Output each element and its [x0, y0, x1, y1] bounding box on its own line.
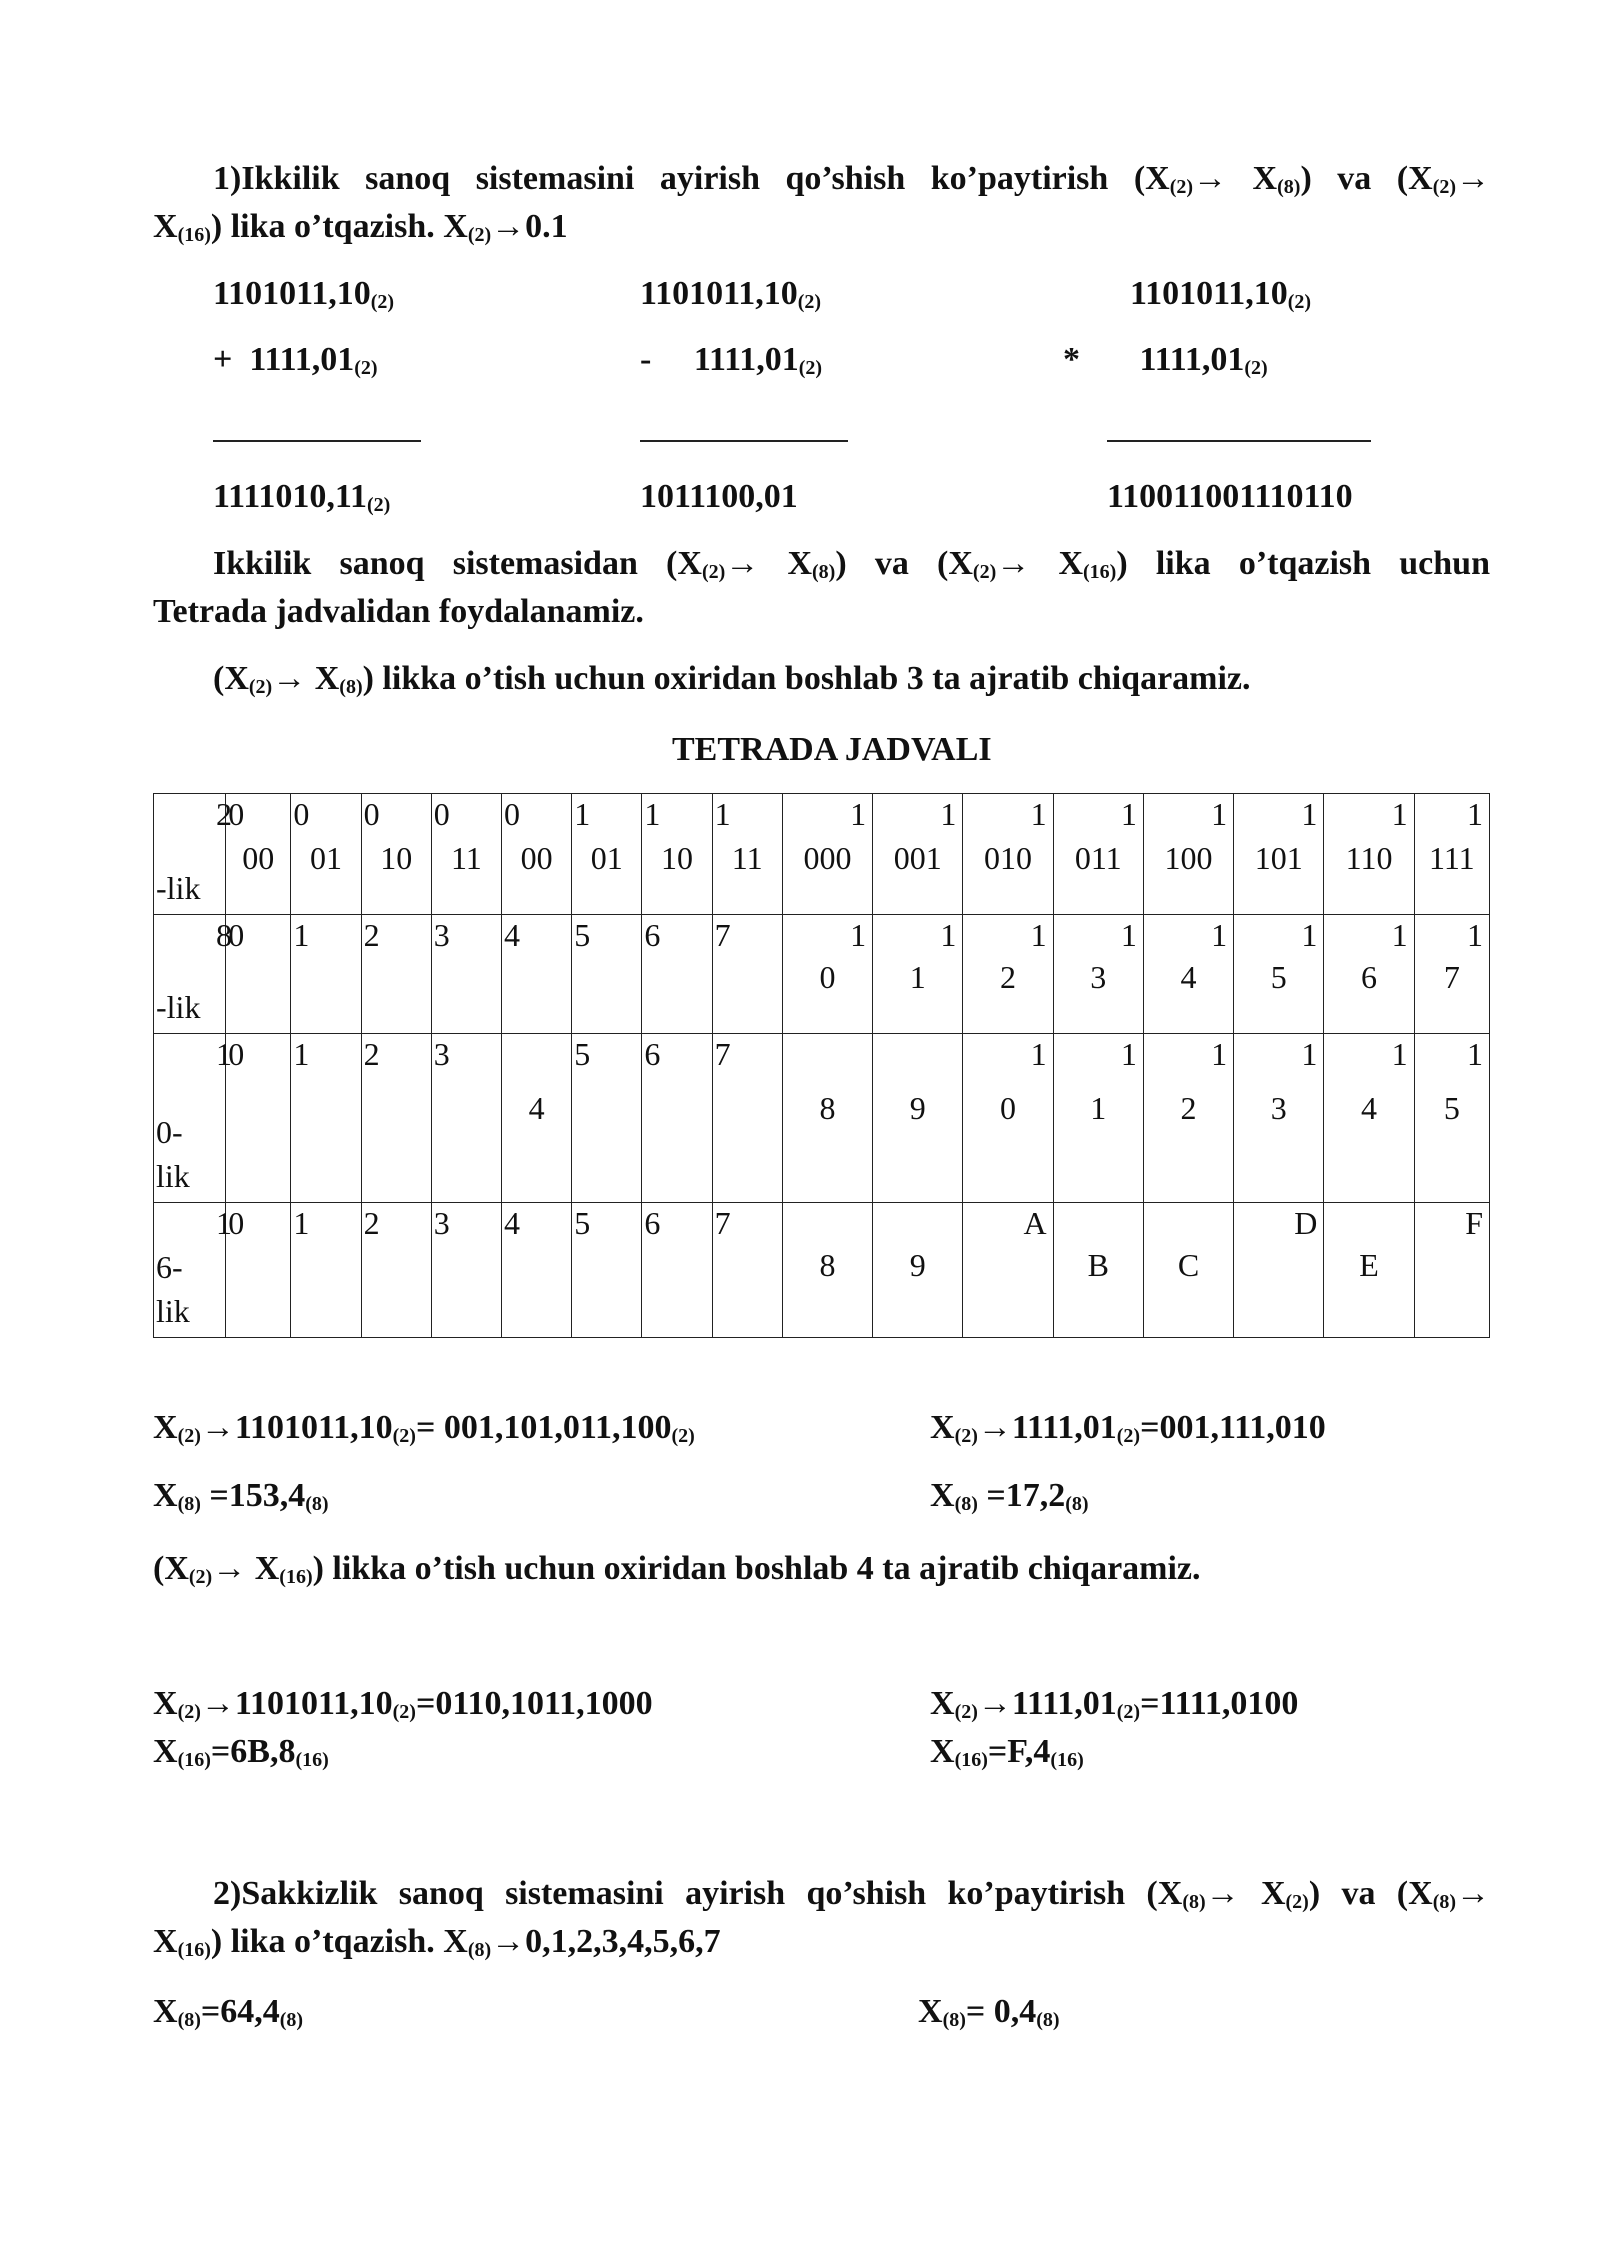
- table-cell: [1053, 1203, 1143, 1338]
- op3-b: * $1111,01_{(2)}$: [1063, 341, 1268, 379]
- table-cell: [712, 1034, 782, 1203]
- cell-bottom: 101: [1254, 840, 1303, 876]
- table-cell: [572, 794, 642, 915]
- cell-top: 1: [1391, 796, 1408, 832]
- table-cell: [1414, 1203, 1489, 1338]
- section1-heading-line2: $X_{(16)}$) lika o’tqazish. $X_{(2)}\to 0.1$: [153, 208, 568, 246]
- cell-bottom: 4: [528, 1090, 545, 1126]
- op2-b: - $1111,01_{(2)}$: [640, 341, 823, 379]
- cell-bottom: 01: [590, 840, 623, 876]
- cell-top: 2: [363, 1205, 380, 1241]
- cell-top: 0: [228, 917, 245, 953]
- row-header-top: 1: [216, 1205, 232, 1241]
- table-cell: [431, 915, 501, 1034]
- cell-bottom: 9: [909, 1247, 926, 1283]
- table-cell: [1053, 794, 1143, 915]
- cell-bottom: 01: [309, 840, 342, 876]
- table-cell: [431, 1034, 501, 1203]
- conv-hex-left-2: $X_{(16)}=6B,8_{(16)}$: [153, 1733, 329, 1771]
- table-cell: [502, 794, 572, 915]
- cell-top: 3: [433, 1036, 450, 1072]
- cell-bottom: 0: [999, 1090, 1016, 1126]
- cell-top: 1: [1120, 917, 1137, 953]
- cell-top: 1: [850, 796, 867, 832]
- cell-bottom: C: [1177, 1247, 1200, 1283]
- cell-top: 1: [1467, 796, 1483, 832]
- table-cell: [963, 1203, 1053, 1338]
- row-header: [154, 1203, 232, 1338]
- cell-bottom: 110: [1345, 840, 1393, 876]
- cell-bottom: 11: [731, 840, 763, 876]
- section2-heading-line2: $X_{(16)}$) lika o’tqazish. $X_{(8)}\to 0,1,2,3,4,5,6,7$: [153, 1923, 721, 1961]
- table-row: [154, 794, 1490, 915]
- table-cell: [1234, 1034, 1324, 1203]
- table-cell: [642, 915, 712, 1034]
- table-cell: [1414, 915, 1489, 1034]
- table-cell: [1053, 1034, 1143, 1203]
- hex-split-note: $(X_{(2)}\to X_{(16)})$ likka o’tish uchun oxiridan boshlab 4 ta ajratib chiqaramiz.: [153, 1550, 1201, 1588]
- conv-hex-right-1: $X_{(2)}\to 1111,01_{(2)}=1111,0100$: [930, 1685, 1299, 1723]
- cell-top: 0: [293, 796, 310, 832]
- cell-bottom: 001: [893, 840, 942, 876]
- cell-bottom: 0: [819, 959, 836, 995]
- section1-heading-line1: 1)Ikkilik sanoq sistemasini ayirish qo’shish ko’paytirish $(X_{(2)}\to X_{(8)})$ va ($X_{(2)}\to$: [213, 160, 1491, 198]
- table-cell: [361, 794, 431, 915]
- table-cell: [642, 1034, 712, 1203]
- cell-bottom: 4: [1361, 1090, 1378, 1126]
- cell-top: 1: [940, 796, 957, 832]
- table-cell: [963, 1034, 1053, 1203]
- cell-top: 4: [504, 917, 520, 953]
- cell-top: 3: [433, 917, 450, 953]
- conv-hex-left-1: $X_{(2)}\to 1101011,10_{(2)}=0110,1011,1000$: [153, 1685, 653, 1723]
- table-cell: [1143, 915, 1233, 1034]
- table-cell: [291, 794, 361, 915]
- op2-rule: [640, 440, 848, 442]
- cell-top: 5: [574, 1036, 591, 1072]
- table-cell: [361, 915, 431, 1034]
- table-cell: [1143, 1203, 1233, 1338]
- table-cell: [1324, 1203, 1414, 1338]
- table-row: [154, 1203, 1490, 1338]
- table-cell: [873, 1203, 963, 1338]
- op3-a: $1101011,10_{(2)}$: [1130, 275, 1312, 313]
- op3-result: 110011001110110: [1107, 478, 1353, 515]
- cell-top: 2: [363, 917, 380, 953]
- row-header-top: 2: [216, 796, 232, 832]
- conv-oct-right-1: $X_{(2)}\to 1111,01_{(2)}=001,111,010$: [930, 1409, 1326, 1447]
- table-cell: [226, 1203, 291, 1338]
- cell-top: 1: [1030, 917, 1047, 953]
- cell-bottom: E: [1359, 1247, 1379, 1283]
- section2-right-value: $X_{(8)}= 0,4_{(8)}$: [918, 1993, 1060, 2031]
- table-cell: [291, 1203, 361, 1338]
- table-title: TETRADA JADVALI: [672, 731, 992, 768]
- table-cell: [782, 794, 872, 915]
- cell-top: 0: [433, 796, 450, 832]
- table-cell: [572, 1034, 642, 1203]
- table-cell: [361, 1203, 431, 1338]
- op1-a: $1101011,10_{(2)}$: [213, 275, 395, 313]
- cell-top: 1: [1467, 917, 1483, 953]
- cell-top: 5: [574, 1205, 591, 1241]
- op3-rule: [1107, 440, 1371, 442]
- op1-result: $1111010,11_{(2)}$: [213, 478, 391, 516]
- table-cell: [502, 1203, 572, 1338]
- table-cell: [226, 1034, 291, 1203]
- row-header-label: 0- lik: [156, 1114, 190, 1194]
- op1-rule: [213, 440, 421, 442]
- table-cell: [431, 794, 501, 915]
- cell-bottom: 6: [1361, 959, 1378, 995]
- cell-top: 1: [1391, 917, 1408, 953]
- table-cell: [431, 1203, 501, 1338]
- tetrada-table: [153, 793, 1490, 1338]
- table-cell: [502, 1034, 572, 1203]
- tetrada-intro-line2: Tetrada jadvalidan foydalanamiz.: [153, 593, 644, 630]
- cell-top: 1: [850, 917, 867, 953]
- cell-top: 0: [228, 1205, 245, 1241]
- table-cell: [1234, 1203, 1324, 1338]
- table-cell: [782, 1203, 872, 1338]
- section2-heading-line1: 2)Sakkizlik sanoq sistemasini ayirish qo’shish ko’paytirish $(X_{(8)}\to X_{(2)})$ va ($X_{(8)}\to$: [213, 1875, 1491, 1913]
- octal-split-note: $(X_{(2)}\to X_{(8)})$ likka o’tish uchun oxiridan boshlab 3 ta ajratib chiqaramiz.: [213, 660, 1251, 698]
- cell-top: 1: [1301, 796, 1318, 832]
- cell-bottom: 3: [1090, 959, 1107, 995]
- cell-top: 0: [504, 796, 520, 832]
- cell-bottom: 7: [1443, 959, 1460, 995]
- cell-bottom: 2: [1180, 1090, 1197, 1126]
- cell-bottom: B: [1087, 1247, 1109, 1283]
- table-cell: [361, 1034, 431, 1203]
- cell-top: 6: [644, 1036, 661, 1072]
- cell-top: 1: [1030, 1036, 1047, 1072]
- row-header: [154, 1034, 232, 1203]
- cell-top: 6: [644, 1205, 661, 1241]
- cell-top: 3: [433, 1205, 450, 1241]
- table-row: [154, 1034, 1490, 1203]
- table-cell: [642, 1203, 712, 1338]
- cell-top: 1: [1211, 796, 1228, 832]
- cell-bottom: 00: [242, 840, 275, 876]
- cell-top: 0: [228, 796, 245, 832]
- cell-top: 5: [574, 917, 591, 953]
- table-cell: [291, 915, 361, 1034]
- conv-hex-right-2: $X_{(16)}=F,4_{(16)}$: [930, 1733, 1084, 1771]
- table-cell: [712, 915, 782, 1034]
- row-header-top: 1: [216, 1036, 232, 1072]
- cell-bottom: 8: [819, 1247, 836, 1283]
- table-cell: [963, 915, 1053, 1034]
- table-cell: [1324, 794, 1414, 915]
- row-header-label: 6- lik: [156, 1249, 190, 1329]
- row-header: [154, 915, 232, 1034]
- cell-top: 2: [363, 1036, 380, 1072]
- row-header-label: -lik: [156, 870, 201, 906]
- cell-top: 1: [1467, 1036, 1483, 1072]
- cell-top: 7: [714, 1205, 731, 1241]
- section2-left-value: $X_{(8)}=64,4_{(8)}$: [153, 1993, 304, 2031]
- cell-top: 1: [1030, 796, 1047, 832]
- cell-top: 1: [644, 796, 661, 832]
- op2-result: 1011100,01: [640, 478, 798, 515]
- table-cell: [1053, 915, 1143, 1034]
- table-cell: [712, 1203, 782, 1338]
- cell-top: 6: [644, 917, 661, 953]
- cell-bottom: 9: [909, 1090, 926, 1126]
- cell-top: 1: [293, 917, 310, 953]
- cell-top: D: [1294, 1205, 1318, 1241]
- cell-bottom: 1: [1090, 1090, 1107, 1126]
- table-cell: [873, 794, 963, 915]
- cell-top: 7: [714, 917, 731, 953]
- table-cell: [873, 915, 963, 1034]
- table-cell: [1143, 794, 1233, 915]
- cell-bottom: 10: [380, 840, 413, 876]
- table-cell: [572, 915, 642, 1034]
- table-cell: [963, 794, 1053, 915]
- table-cell: [226, 794, 291, 915]
- cell-top: 1: [1301, 917, 1318, 953]
- cell-top: 1: [1301, 1036, 1318, 1072]
- cell-top: 1: [1120, 1036, 1137, 1072]
- cell-top: 1: [293, 1036, 310, 1072]
- cell-top: 1: [293, 1205, 310, 1241]
- table-cell: [226, 915, 291, 1034]
- cell-bottom: 00: [520, 840, 553, 876]
- cell-bottom: 2: [999, 959, 1016, 995]
- conv-oct-left-2: $X_{(8)} =153,4_{(8)}$: [153, 1477, 329, 1515]
- table-cell: [502, 915, 572, 1034]
- cell-top: 0: [228, 1036, 245, 1072]
- table-cell: [1234, 794, 1324, 915]
- row-header: [154, 794, 232, 915]
- table-cell: [873, 1034, 963, 1203]
- cell-top: 1: [1211, 917, 1228, 953]
- conv-oct-right-2: $X_{(8)} =17,2_{(8)}$: [930, 1477, 1089, 1515]
- table-cell: [1414, 1034, 1489, 1203]
- table-cell: [712, 794, 782, 915]
- table-cell: [782, 1034, 872, 1203]
- cell-bottom: 4: [1180, 959, 1197, 995]
- cell-bottom: 011: [1074, 840, 1122, 876]
- cell-top: 1: [574, 796, 591, 832]
- cell-top: 1: [1391, 1036, 1408, 1072]
- table-cell: [291, 1034, 361, 1203]
- table-cell: [572, 1203, 642, 1338]
- cell-top: F: [1465, 1205, 1483, 1241]
- cell-top: 1: [1211, 1036, 1228, 1072]
- table-cell: [782, 915, 872, 1034]
- op2-a: $1101011,10_{(2)}$: [640, 275, 822, 313]
- cell-top: 1: [1120, 796, 1137, 832]
- cell-bottom: 1: [909, 959, 926, 995]
- table-cell: [1143, 1034, 1233, 1203]
- cell-bottom: 3: [1270, 1090, 1287, 1126]
- table-cell: [642, 794, 712, 915]
- table-cell: [1414, 794, 1489, 915]
- cell-top: 1: [940, 917, 957, 953]
- cell-bottom: 111: [1429, 840, 1475, 876]
- cell-top: A: [1023, 1205, 1047, 1241]
- cell-bottom: 8: [819, 1090, 836, 1126]
- tetrada-intro-line1: Ikkilik sanoq sistemasidan $(X_{(2)}\to X_{(8)})$ va $(X_{(2)}\to X_{(16)})$ lika o’tqazish uchun: [213, 545, 1490, 583]
- cell-bottom: 5: [1443, 1090, 1460, 1126]
- table-cell: [1324, 1034, 1414, 1203]
- cell-top: 1: [714, 796, 731, 832]
- table-row: [154, 915, 1490, 1034]
- cell-bottom: 11: [450, 840, 482, 876]
- row-header-label: -lik: [156, 989, 201, 1025]
- row-header-top: 8: [216, 917, 232, 953]
- cell-bottom: 5: [1270, 959, 1287, 995]
- cell-top: 4: [504, 1205, 520, 1241]
- conv-oct-left-1: $X_{(2)}\to 1101011,10_{(2)}= 001,101,011,100_{(2)}$: [153, 1409, 695, 1447]
- cell-bottom: 100: [1164, 840, 1213, 876]
- cell-top: 7: [714, 1036, 731, 1072]
- cell-bottom: 000: [803, 840, 852, 876]
- op1-b: + $1111,01_{(2)}$: [213, 341, 378, 379]
- table-cell: [1324, 915, 1414, 1034]
- cell-bottom: 010: [983, 840, 1032, 876]
- table-cell: [1234, 915, 1324, 1034]
- cell-top: 0: [363, 796, 380, 832]
- cell-bottom: 10: [661, 840, 693, 876]
